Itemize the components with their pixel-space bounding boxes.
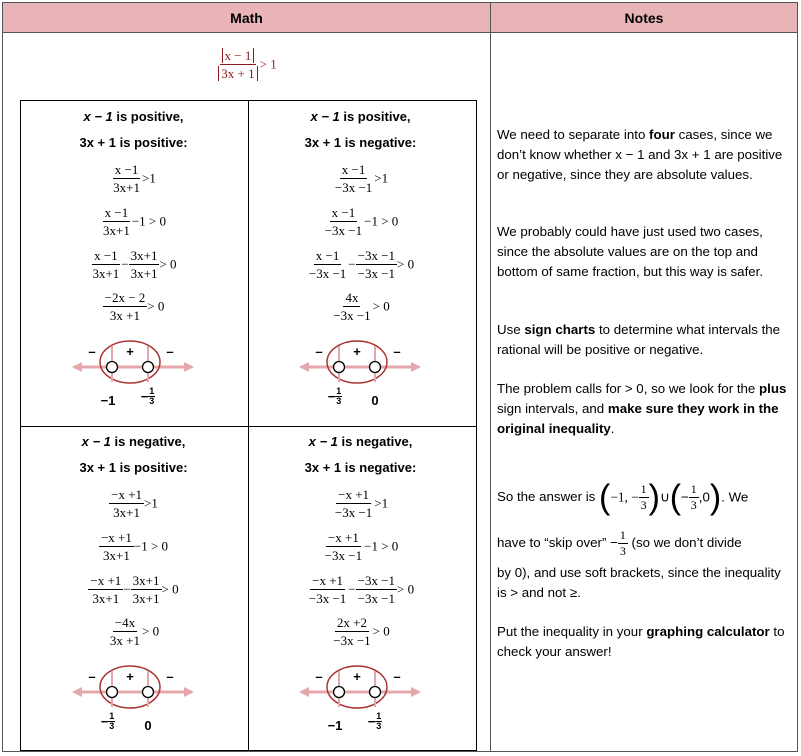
notes-paragraph-3: Use sign charts to determine what intervals the rational will be positive or negative. (497, 322, 781, 357)
notes-paragraph-7: by 0), and use soft brackets, since the inequality is > and not ≥. (497, 565, 781, 600)
point-label-fraction: − $\frac{1}{3}$ (367, 711, 382, 731)
sign-middle: + (126, 669, 134, 684)
sign-middle: + (353, 344, 361, 359)
open-point-1 (107, 687, 118, 698)
condition-1: x − 1 is positive, (83, 109, 184, 124)
condition-1: x − 1 is positive, (310, 109, 411, 124)
open-point-2 (143, 362, 154, 373)
sign-right: – (393, 669, 401, 684)
condition-2: 3x + 1 is negative: (304, 460, 417, 475)
arrow-right-icon (184, 687, 194, 697)
sign-right: – (393, 344, 401, 359)
sign-chart (20, 425, 247, 750)
sign-left: – (88, 344, 96, 359)
problem-inequality (3, 48, 490, 81)
case-cell-2 (247, 100, 474, 425)
condition-2: 3x + 1 is positive: (79, 135, 188, 150)
arrow-right-icon (411, 687, 421, 697)
step-3: $\frac{x -1}{3x+1}$ − $\frac{3x+1}{3x+1}$ > 0 (92, 248, 177, 281)
point-label: 0 (144, 718, 152, 733)
step-2: $\frac{x -1}{-3x -1}$ −1 > 0 (324, 205, 399, 238)
step-4: $\frac{2x +2}{-3x -1}$ > 0 (333, 615, 390, 648)
point-label-fraction: − $\frac{1}{3}$ (140, 386, 155, 406)
notes-header-label: Notes (624, 9, 664, 26)
step-3: $\frac{x -1}{-3x -1}$ − $\frac{-3x -1}{-3x -1}$ > 0 (308, 248, 415, 281)
sign-right: – (166, 669, 174, 684)
step-1: $\frac{x -1}{3x+1}$ >1 (113, 162, 156, 195)
point-label: −1 (100, 393, 116, 408)
math-header-label: Math (230, 9, 263, 26)
step-1: $\frac{x -1}{-3x -1}$ >1 (334, 162, 389, 195)
open-point-1 (107, 362, 118, 373)
problem-numerator: x − 1 (222, 48, 255, 63)
sign-middle: + (353, 669, 361, 684)
sign-chart (247, 425, 474, 750)
open-point-2 (370, 362, 381, 373)
arrow-left-icon (72, 362, 82, 372)
case-cell-1 (20, 100, 247, 425)
arrow-left-icon (299, 362, 309, 372)
step-2: $\frac{-x +1}{3x+1}$ −1 > 0 (100, 530, 169, 563)
step-3: $\frac{-x +1}{-3x -1}$ − $\frac{-3x -1}{-3x -1}$ > 0 (308, 573, 415, 606)
step-4: $\frac{-4x}{3x +1}$ > 0 (109, 615, 160, 648)
sign-chart (247, 100, 474, 425)
arrow-left-icon (72, 687, 82, 697)
arrow-right-icon (184, 362, 194, 372)
arrow-right-icon (411, 362, 421, 372)
notes-answer: So the answer is (−1, − $\frac{1}{3}$ )∪(− $\frac{1}{3}$ ,0). We (497, 478, 749, 517)
sign-middle: + (126, 344, 134, 359)
step-2: $\frac{-x +1}{-3x -1}$ −1 > 0 (324, 530, 399, 563)
notes-paragraph-2: We probably could have just used two cases, since the absolute values are on the top and bottom of same fraction, but this way is safer. (497, 224, 764, 279)
notes-paragraph-8: Put the inequality in your graphing calculator to check your answer! (497, 624, 785, 659)
step-2: $\frac{x -1}{3x+1}$ −1 > 0 (102, 205, 166, 238)
arrow-left-icon (299, 687, 309, 697)
open-point-1 (334, 362, 345, 373)
case-cell-3 (20, 425, 247, 750)
condition-1: x − 1 is negative, (308, 434, 413, 449)
condition-2: 3x + 1 is negative: (304, 135, 417, 150)
step-1: $\frac{-x +1}{-3x -1}$ >1 (334, 487, 389, 520)
notes-paragraph-4: The problem calls for > 0, so we look for the plus sign intervals, and make sure they work in the original inequality. (497, 381, 787, 436)
sign-right: – (166, 344, 174, 359)
notes-column-header (491, 3, 797, 33)
condition-2: 3x + 1 is positive: (79, 460, 188, 475)
problem-denominator: 3x + 1 (218, 66, 257, 81)
step-1: $\frac{-x +1}{3x+1}$ >1 (111, 487, 158, 520)
point-label: 0 (371, 393, 379, 408)
step-3: $\frac{-x +1}{3x+1}$ − $\frac{3x+1}{3x+1}$ > 0 (90, 573, 179, 606)
open-point-2 (143, 687, 154, 698)
notes-paragraph-1: We need to separate into four cases, since we don’t know whether x − 1 and 3x + 1 are positive or negative, since they are absolute values. (497, 127, 783, 182)
step-4: $\frac{4x}{-3x -1}$ > 0 (333, 290, 390, 323)
case-cell-4 (247, 425, 474, 750)
point-label-fraction: − $\frac{1}{3}$ (327, 386, 342, 406)
sign-left: – (315, 669, 323, 684)
math-column-header (3, 3, 490, 33)
open-point-1 (334, 687, 345, 698)
step-4: $\frac{-2x - 2}{3x +1}$ > 0 (104, 290, 165, 323)
open-point-2 (370, 687, 381, 698)
sign-left: – (88, 669, 96, 684)
notes-skip-over: have to “skip over” − $\frac{1}{3}$ (so we don’t divide (497, 527, 742, 558)
sign-left: – (315, 344, 323, 359)
condition-1: x − 1 is negative, (81, 434, 186, 449)
problem-relation: > 1 (259, 56, 277, 72)
point-label-fraction: − $\frac{1}{3}$ (100, 711, 115, 731)
point-label: −1 (327, 718, 343, 733)
column-divider (490, 3, 491, 751)
sign-chart (20, 100, 247, 425)
